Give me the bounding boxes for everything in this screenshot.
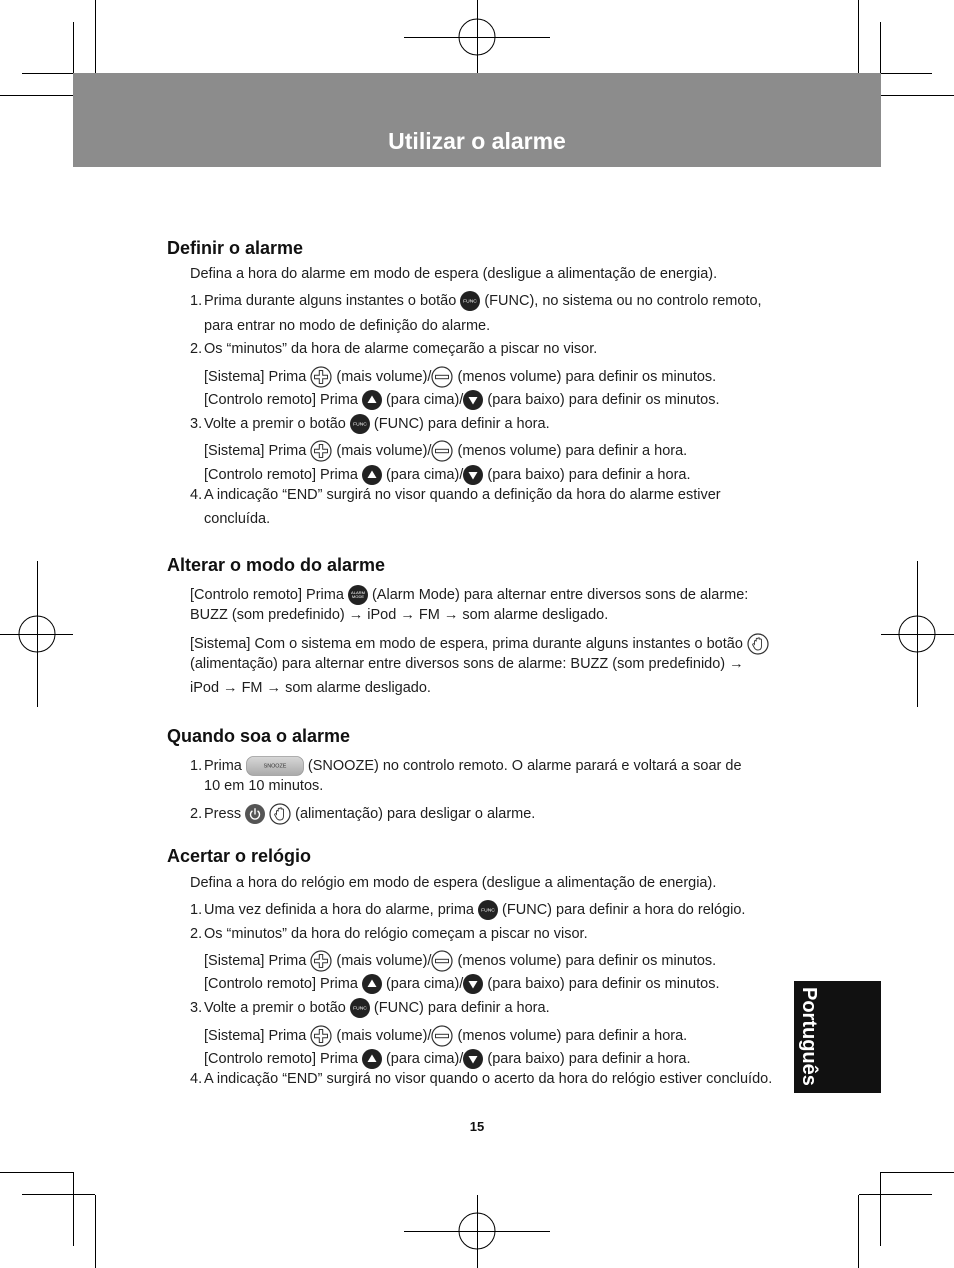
page-number: 15	[469, 1119, 485, 1134]
step-text: (FUNC) para definir a hora.	[369, 1000, 550, 1016]
power-icon	[245, 804, 265, 824]
power-hand-icon	[269, 803, 291, 825]
paragraph-text: [Controlo remoto] Prima	[190, 587, 348, 603]
instruction-text: (menos volume) para definir a hora.	[453, 1028, 688, 1044]
instruction-text: (para cima)/	[381, 1051, 464, 1067]
step-line	[190, 804, 535, 824]
step-number: 4.	[190, 1071, 203, 1087]
step-text: A indicação “END” surgirá no visor quando a definição da hora do alarme estiver	[204, 487, 721, 503]
paragraph-line: (alimentação) para alternar entre diversos sons de alarme: BUZZ (som predefinido) →	[190, 656, 744, 672]
section-heading: Quando soa o alarme	[167, 726, 351, 746]
system-instruction	[204, 1026, 687, 1046]
step-line	[190, 924, 588, 944]
volume-minus-icon	[431, 440, 453, 462]
step-text: Press	[204, 806, 246, 822]
instruction-text: (mais volume)/	[332, 953, 432, 969]
section-heading: Definir o alarme	[167, 238, 304, 258]
crop-mark-bottom-right	[859, 1172, 954, 1268]
volume-minus-icon	[431, 950, 453, 972]
step-number: 1.	[190, 293, 203, 309]
registration-mark-top	[404, 0, 550, 73]
crop-mark-bottom-left	[0, 1172, 96, 1268]
instruction-text: [Controlo remoto] Prima	[204, 1051, 362, 1067]
registration-mark-bottom	[404, 1195, 550, 1268]
func-icon-label: FUNC	[463, 297, 478, 304]
instruction-text: (menos volume) para definir os minutos.	[453, 953, 717, 969]
step-line	[190, 756, 742, 776]
alarm-mode-icon-label	[351, 591, 365, 599]
func-button-icon	[478, 900, 498, 920]
func-icon-label: FUNC	[481, 906, 495, 913]
arrow-up-icon	[362, 390, 382, 410]
registration-mark-left	[0, 561, 73, 707]
instruction-text: (para baixo) para definir a hora.	[483, 1051, 691, 1067]
instruction-text: (para baixo) para definir a hora.	[483, 467, 691, 483]
instruction-text: (menos volume) para definir a hora.	[453, 443, 688, 459]
step-text: Volte a premir o botão	[204, 1000, 350, 1016]
func-button-icon	[350, 998, 370, 1018]
instruction-text: (para baixo) para definir os minutos.	[483, 392, 720, 408]
func-button-icon	[350, 414, 370, 434]
instruction-text: (para cima)/	[381, 392, 464, 408]
arrow-up-icon	[362, 974, 382, 994]
step-text: (alimentação) para desligar o alarme.	[291, 806, 536, 822]
instruction-text: (para cima)/	[381, 467, 464, 483]
section-intro: Defina a hora do alarme em modo de espera (desligue a alimentação de energia).	[190, 266, 718, 282]
arrow-down-icon	[463, 465, 483, 485]
step-line	[190, 485, 721, 505]
step-text: (FUNC) para definir a hora do relógio.	[498, 902, 746, 918]
instruction-text: [Controlo remoto] Prima	[204, 392, 362, 408]
step-text: Volte a premir o botão	[204, 416, 350, 432]
page-title: Utilizar o alarme	[388, 128, 566, 154]
instruction-text: [Controlo remoto] Prima	[204, 976, 362, 992]
remote-instruction	[204, 974, 720, 994]
instruction-text: (mais volume)/	[332, 369, 432, 385]
volume-minus-icon	[431, 1025, 453, 1047]
remote-instruction	[204, 390, 720, 410]
snooze-button-icon	[246, 756, 304, 776]
alarm-mode-label-line: ALARM	[350, 590, 365, 595]
paragraph-line: BUZZ (som predefinido) → iPod → FM → som alarme desligado.	[190, 607, 609, 623]
section-heading: Alterar o modo do alarme	[167, 555, 386, 575]
step-text: Os “minutos” da hora do relógio começam a piscar no visor.	[204, 926, 588, 942]
step-text: (FUNC) para definir a hora.	[369, 416, 550, 432]
volume-plus-icon	[310, 440, 332, 462]
step-line	[190, 900, 745, 920]
step-line	[190, 291, 762, 311]
step-text: (FUNC), no sistema ou no controlo remoto,	[480, 293, 762, 309]
arrow-down-icon	[463, 390, 483, 410]
paragraph-line: iPod → FM → som alarme desligado.	[190, 680, 431, 696]
registration-mark-right	[881, 561, 954, 707]
language-tab-label: Português	[798, 987, 820, 1086]
arrow-up-icon	[362, 1049, 382, 1069]
instruction-text: [Controlo remoto] Prima	[204, 467, 362, 483]
arrow-up-icon	[362, 465, 382, 485]
step-number: 3.	[190, 416, 203, 432]
section-heading: Acertar o relógio	[167, 846, 312, 866]
step-line	[190, 1069, 772, 1089]
step-continuation: 10 em 10 minutos.	[204, 778, 324, 794]
alarm-mode-label-line: MODE	[351, 594, 365, 599]
arrow-down-icon	[463, 974, 483, 994]
func-button-icon	[460, 291, 480, 311]
snooze-icon-label: SNOOZE	[263, 762, 287, 769]
paragraph-text: [Sistema] Com o sistema em modo de espera, prima durante alguns instantes o botão	[190, 636, 747, 652]
func-icon-label: FUNC	[353, 1004, 367, 1011]
paragraph-line	[190, 634, 769, 654]
volume-minus-icon	[431, 366, 453, 388]
section-intro: Defina a hora do relógio em modo de espera (desligue a alimentação de energia).	[190, 875, 717, 891]
paragraph-text: (Alarm Mode) para alternar entre diversos sons de alarme:	[367, 587, 749, 603]
step-number: 1.	[190, 758, 203, 774]
step-continuation: para entrar no modo de definição do alarme.	[204, 318, 491, 334]
paragraph-line	[190, 585, 748, 605]
language-tab	[794, 981, 881, 1093]
step-number: 2.	[190, 926, 203, 942]
remote-instruction	[204, 1049, 691, 1069]
instruction-text: (para cima)/	[381, 976, 464, 992]
header-banner	[73, 73, 881, 167]
step-continuation: concluída.	[204, 511, 271, 527]
step-line	[190, 339, 597, 359]
step-line	[190, 998, 550, 1018]
alarm-mode-button-icon	[348, 585, 368, 605]
system-instruction	[204, 951, 716, 971]
step-number: 1.	[190, 902, 203, 918]
instruction-text: (para baixo) para definir os minutos.	[483, 976, 720, 992]
arrow-down-icon	[463, 1049, 483, 1069]
step-text: Prima	[204, 758, 246, 774]
instruction-text: (menos volume) para definir os minutos.	[453, 369, 717, 385]
instruction-text: [Sistema] Prima	[204, 953, 311, 969]
remote-instruction	[204, 465, 691, 485]
step-text: A indicação “END” surgirá no visor quando o acerto da hora do relógio estiver concluído.	[204, 1071, 773, 1087]
step-text: Os “minutos” da hora de alarme começarão a piscar no visor.	[204, 341, 598, 357]
instruction-text: [Sistema] Prima	[204, 443, 311, 459]
system-instruction	[204, 441, 687, 461]
step-number: 3.	[190, 1000, 203, 1016]
power-hand-icon	[747, 633, 769, 655]
step-number: 4.	[190, 487, 203, 503]
step-text: Uma vez definida a hora do alarme, prima	[204, 902, 479, 918]
instruction-text: (mais volume)/	[332, 443, 432, 459]
system-instruction	[204, 367, 716, 387]
step-text: Prima durante alguns instantes o botão	[204, 293, 461, 309]
instruction-text: [Sistema] Prima	[204, 369, 311, 385]
instruction-text: [Sistema] Prima	[204, 1028, 311, 1044]
volume-plus-icon	[310, 1025, 332, 1047]
volume-plus-icon	[310, 950, 332, 972]
instruction-text: (mais volume)/	[332, 1028, 432, 1044]
step-number: 2.	[190, 341, 203, 357]
func-icon-label: FUNC	[353, 420, 367, 427]
volume-plus-icon	[310, 366, 332, 388]
step-line	[190, 414, 550, 434]
step-number: 2.	[190, 806, 203, 822]
step-text: (SNOOZE) no controlo remoto. O alarme parará e voltará a soar de	[303, 758, 742, 774]
